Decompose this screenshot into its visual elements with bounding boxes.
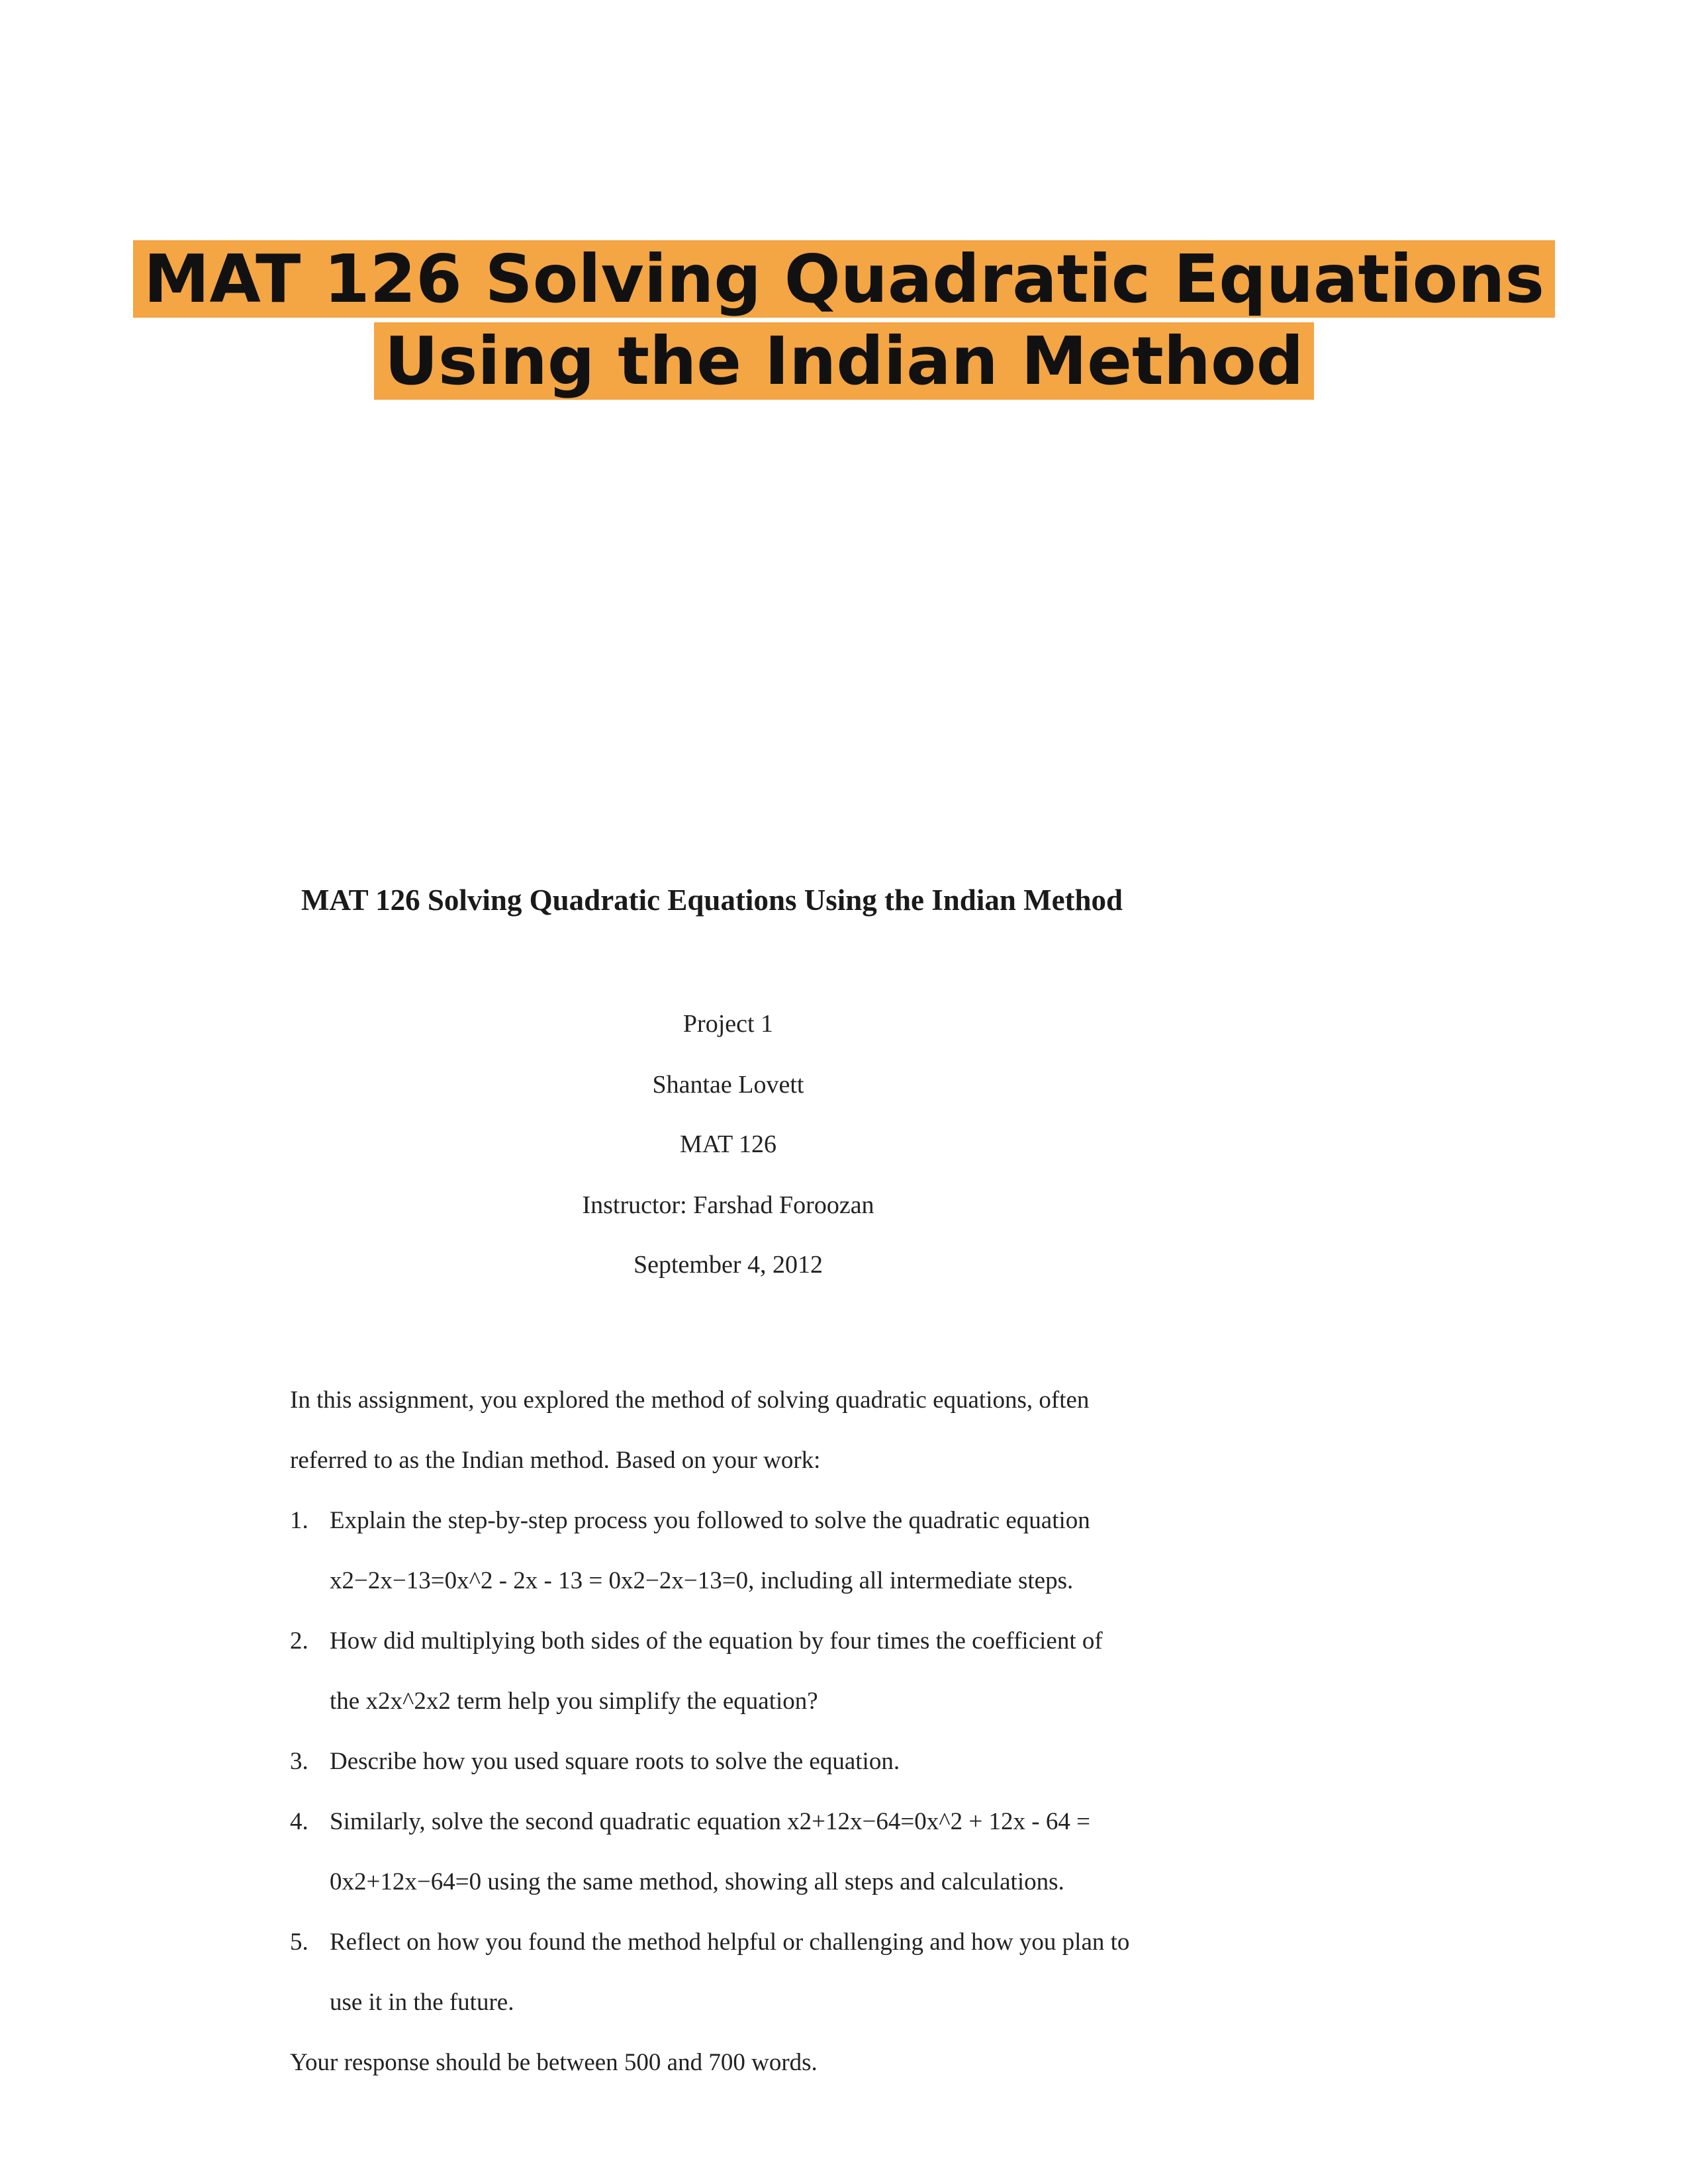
- list-item: [290, 1912, 1217, 2032]
- list-item-line-2: use it in the future.: [330, 1989, 514, 2016]
- page-banner: [0, 238, 1688, 402]
- list-item-number: 2.: [290, 1627, 308, 1655]
- list-item: [290, 1731, 1217, 1792]
- author-name: Shantae Lovett: [652, 1071, 804, 1099]
- list-item-number: 4.: [290, 1808, 308, 1835]
- course-code: MAT 126: [679, 1130, 777, 1158]
- list-item-line-1: Similarly, solve the second quadratic equation x2+12x−64=0x^2 + 12x - 64 =: [330, 1808, 1090, 1835]
- list-item-number: 3.: [290, 1748, 308, 1775]
- list-item: [290, 1792, 1217, 1912]
- intro-line-2: referred to as the Indian method. Based on your work:: [290, 1447, 821, 1474]
- list-item-number: 5.: [290, 1929, 308, 1956]
- document-date: September 4, 2012: [633, 1251, 823, 1279]
- list-item-number: 1.: [290, 1507, 308, 1534]
- instructor-name: Instructor: Farshad Foroozan: [582, 1191, 874, 1219]
- list-item-line-2: x2−2x−13=0x^2 - 2x - 13 = 0x2−2x−13=0, including all intermediate steps.: [330, 1567, 1074, 1594]
- banner-title-line-2: Using the Indian Method: [374, 322, 1315, 400]
- list-item-line-2: the x2x^2x2 term help you simplify the equation?: [330, 1688, 818, 1715]
- intro-line-1: In this assignment, you explored the method of solving quadratic equations, often: [290, 1387, 1090, 1414]
- list-item: [290, 1490, 1217, 1611]
- list-item-line-1: How did multiplying both sides of the equation by four times the coefficient of: [330, 1627, 1103, 1655]
- list-item-line-1: Reflect on how you found the method helpful or challenging and how you plan to: [330, 1929, 1130, 1956]
- question-list: [290, 1490, 1217, 2032]
- assignment-prompt: [290, 1370, 1217, 2093]
- list-item-line-2: 0x2+12x−64=0 using the same method, showing all steps and calculations.: [330, 1868, 1064, 1895]
- project-label: Project 1: [682, 1010, 774, 1038]
- closing-note: Your response should be between 500 and 700 words.: [290, 2049, 818, 2076]
- document-title: MAT 126 Solving Quadratic Equations Using the Indian Method: [301, 884, 1123, 917]
- list-item-line-1: Explain the step-by-step process you followed to solve the quadratic equation: [330, 1507, 1090, 1534]
- banner-title-line-1: MAT 126 Solving Quadratic Equations: [133, 240, 1555, 318]
- list-item: [290, 1611, 1217, 1731]
- list-item-line-1: Describe how you used square roots to solve the equation.: [330, 1748, 900, 1775]
